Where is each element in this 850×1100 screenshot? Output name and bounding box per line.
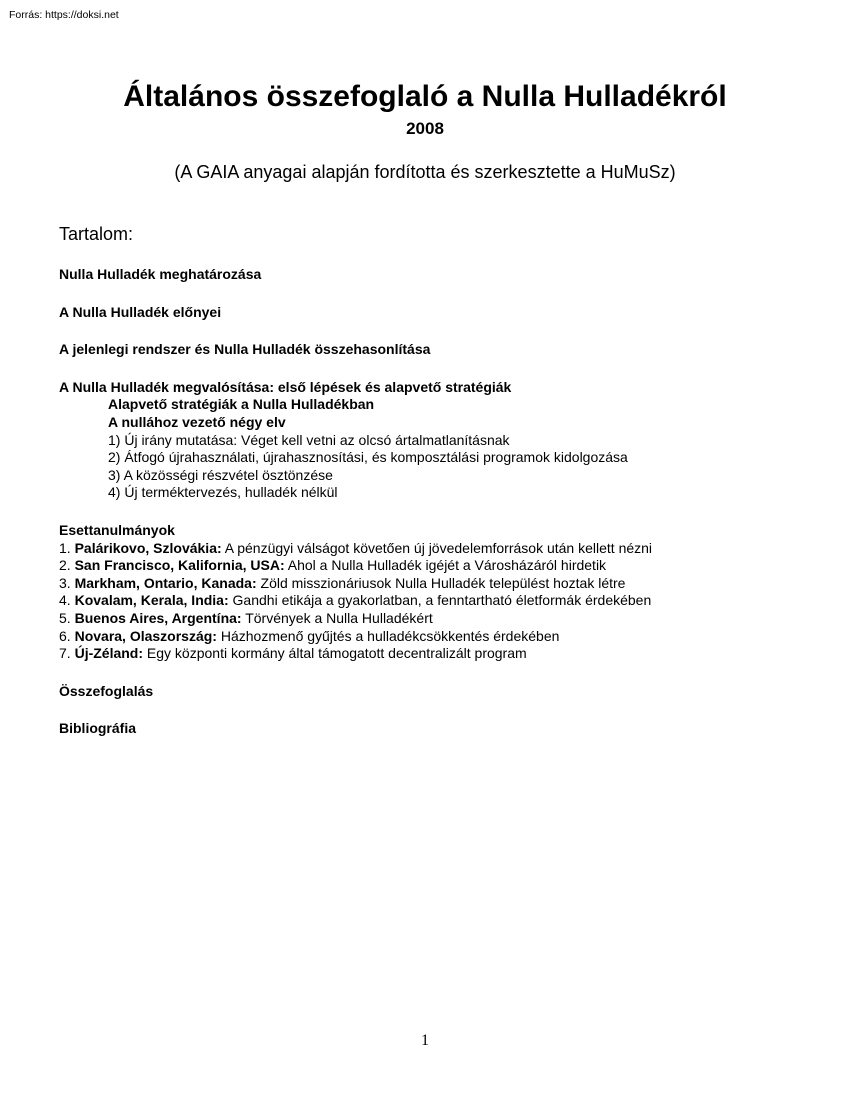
toc-principle-item: 3) A közösségi részvétel ösztönzése xyxy=(108,466,333,483)
case-description: Házhozmenő gyűjtés a hulladékcsökkentés érdekében xyxy=(220,627,560,644)
toc-case-study-item xyxy=(59,540,819,558)
case-description: A pénzügyi válságot követően új jövedelemforrások után kellett nézni xyxy=(224,539,653,556)
toc-principle-item: 2) Átfogó újrahasználati, újrahasznosítási, és komposztálási programok kidolgozása xyxy=(108,449,628,466)
toc-entry-summary: Összefoglalás xyxy=(59,682,154,699)
toc-case-study-item xyxy=(59,628,819,646)
case-number: 5. xyxy=(59,609,71,626)
toc-heading: Tartalom: xyxy=(59,224,134,244)
case-number: 4. xyxy=(59,592,71,609)
case-place: Kovalam, Kerala, India: xyxy=(74,592,229,609)
case-description: Törvények a Nulla Hulladékért xyxy=(245,609,433,626)
table-of-contents xyxy=(59,266,819,738)
source-label: Forrás: https://doksi.net xyxy=(9,9,119,21)
case-number: 7. xyxy=(59,645,71,662)
toc-entry-bibliography: Bibliográfia xyxy=(59,720,137,737)
case-place: Buenos Aires, Argentína: xyxy=(74,609,242,626)
toc-entry-implementation: A Nulla Hulladék megvalósítása: első lépések és alapvető stratégiák xyxy=(59,378,512,395)
case-number: 6. xyxy=(59,627,71,644)
toc-case-study-item xyxy=(59,557,819,575)
case-number: 1. xyxy=(59,539,71,556)
toc-principle-item: 1) Új irány mutatása: Véget kell vetni az olcsó ártalmatlanításnak xyxy=(108,431,510,448)
toc-case-study-item xyxy=(59,645,819,663)
document-subtitle: (A GAIA anyagai alapján fordította és szerkesztette a HuMuSz) xyxy=(174,162,676,182)
page-number: 1 xyxy=(421,1032,429,1049)
toc-entry-case-studies: Esettanulmányok xyxy=(59,521,175,538)
document-year: 2008 xyxy=(406,119,444,138)
case-description: Ahol a Nulla Hulladék igéjét a Városházáról hirdetik xyxy=(287,557,607,574)
toc-entry-comparison: A jelenlegi rendszer és Nulla Hulladék összehasonlítása xyxy=(59,341,431,358)
case-number: 2. xyxy=(59,557,71,574)
toc-case-study-item xyxy=(59,592,819,610)
toc-case-study-item xyxy=(59,610,819,628)
toc-principle-item: 4) Új terméktervezés, hulladék nélkül xyxy=(108,484,338,501)
toc-entry-definition: Nulla Hulladék meghatározása xyxy=(59,266,262,282)
toc-subentry-principles: A nullához vezető négy elv xyxy=(108,413,286,430)
case-number: 3. xyxy=(59,574,71,591)
case-place: Palárikovo, Szlovákia: xyxy=(74,539,222,556)
document-title: Általános összefoglaló a Nulla Hulladékról xyxy=(123,80,727,113)
toc-subentry-strategies: Alapvető stratégiák a Nulla Hulladékban xyxy=(108,396,375,413)
case-place: Markham, Ontario, Kanada: xyxy=(74,574,257,591)
case-description: Zöld misszionáriusok Nulla Hulladék települést hoztak létre xyxy=(260,574,626,591)
case-place: Új-Zéland: xyxy=(74,645,144,662)
case-place: San Francisco, Kalifornia, USA: xyxy=(74,557,285,574)
toc-case-study-item xyxy=(59,575,819,593)
case-place: Novara, Olaszország: xyxy=(74,627,217,644)
case-description: Egy központi kormány által támogatott decentralizált program xyxy=(146,645,527,662)
case-description: Gandhi etikája a gyakorlatban, a fenntartható életformák érdekében xyxy=(232,592,652,609)
toc-entry-benefits: A Nulla Hulladék előnyei xyxy=(59,303,222,320)
